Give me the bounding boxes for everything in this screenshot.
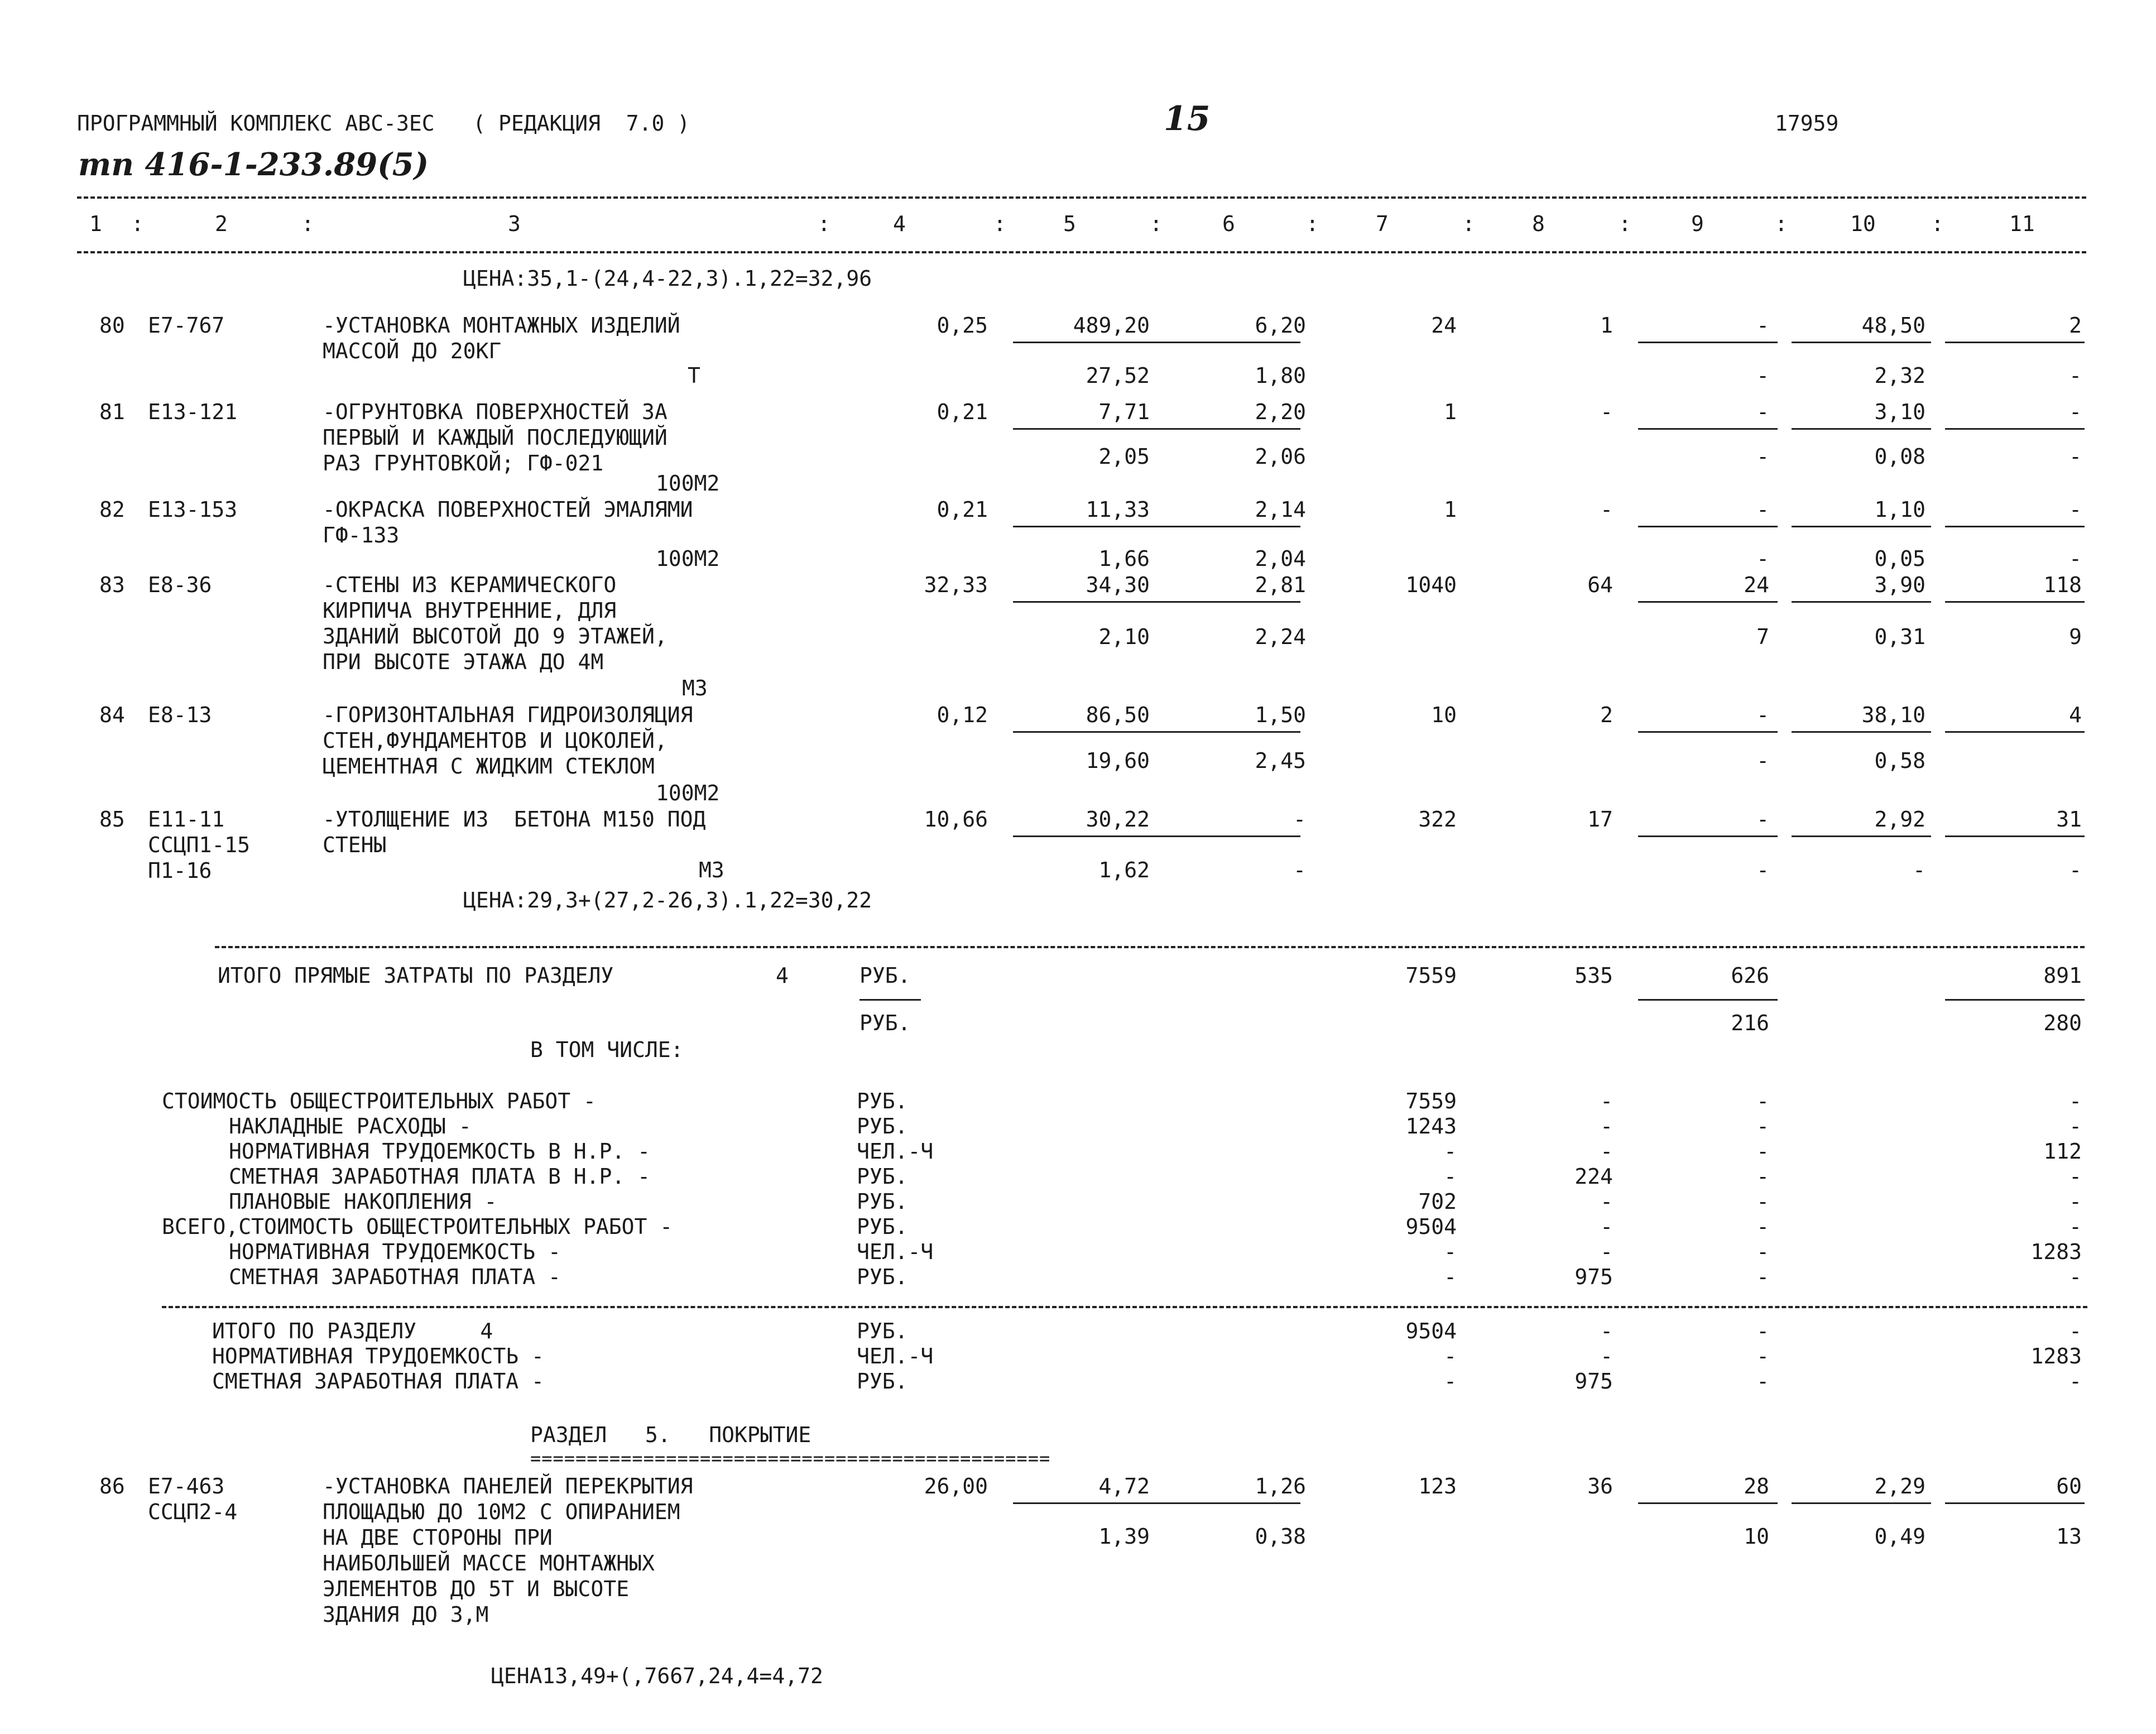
column-header-5: 5	[1063, 212, 1076, 236]
section5-underline: ==============================================	[530, 1448, 1051, 1469]
cell-rule	[1013, 428, 1158, 430]
item-sub-c9: 7	[1756, 625, 1769, 649]
item-c7: 322	[1418, 807, 1457, 832]
item-c9: -	[1756, 497, 1769, 522]
section-total-c9: -	[1756, 1319, 1769, 1343]
item-sub-c6: 2,06	[1255, 444, 1306, 469]
item-sub-c6: 2,24	[1255, 625, 1306, 649]
item-c6: 2,14	[1255, 497, 1306, 522]
section-total-c8: -	[1600, 1319, 1613, 1343]
column-separator: :	[818, 212, 830, 236]
item-c5: 7,71	[1098, 400, 1150, 424]
cell-rule	[1155, 835, 1300, 837]
summary-label: СТОИМОСТЬ ОБЩЕСТРОИТЕЛЬНЫХ РАБОТ -	[162, 1089, 596, 1113]
summary-c11: -	[2069, 1214, 2082, 1239]
section-total-c7: -	[1444, 1369, 1457, 1394]
item-c11: 60	[2056, 1474, 2082, 1498]
summary-c9: -	[1756, 1240, 1769, 1264]
summary-c7: -	[1444, 1240, 1457, 1264]
summary-label: ВСЕГО,СТОИМОСТЬ ОБЩЕСТРОИТЕЛЬНЫХ РАБОТ -	[162, 1214, 673, 1239]
item-description-line: -ОГРУНТОВКА ПОВЕРХНОСТЕЙ ЗА	[323, 400, 668, 424]
item-sub-c11: -	[2069, 546, 2082, 571]
summary-label: НОРМАТИВНАЯ ТРУДОЕМКОСТЬ В Н.Р. -	[229, 1139, 650, 1164]
item-description-line: НА ДВЕ СТОРОНЫ ПРИ	[323, 1525, 553, 1550]
item-sub-c9: -	[1756, 858, 1769, 882]
summary-label: СМЕТНАЯ ЗАРАБОТНАЯ ПЛАТА -	[229, 1265, 561, 1289]
item-c7: 24	[1431, 313, 1457, 338]
column-header-8: 8	[1532, 212, 1545, 236]
summary-unit: ЧЕЛ.-Ч	[857, 1240, 934, 1264]
itogo-top-rule	[215, 946, 2085, 948]
item-unit: 100М2	[656, 546, 720, 571]
cell-rule	[1792, 526, 1931, 527]
item-qty: 0,25	[937, 313, 988, 338]
itogo-c9: 626	[1731, 963, 1769, 988]
item-number: 84	[99, 703, 125, 727]
item-sub-c5: 1,62	[1098, 858, 1150, 882]
item-c8: 36	[1587, 1474, 1613, 1498]
column-separator: :	[1462, 212, 1475, 236]
summary-c7: 702	[1418, 1189, 1457, 1214]
itogo-unit: РУБ.	[859, 963, 911, 988]
item-code: Е13-121	[148, 400, 238, 424]
item-sub-c10: 0,08	[1874, 444, 1925, 469]
header-bottom-rule	[77, 251, 2086, 253]
item-number: 86	[99, 1474, 125, 1498]
summary-c8: -	[1600, 1114, 1613, 1139]
program-title: ПРОГРАММНЫЙ КОМПЛЕКС АВС-ЗЕС ( РЕДАКЦИЯ 7.0 )	[77, 111, 690, 136]
column-header-6: 6	[1222, 212, 1235, 236]
item-c11: 118	[2043, 573, 2082, 597]
item-description-line: -УСТАНОВКА ПАНЕЛЕЙ ПЕРЕКРЫТИЯ	[323, 1474, 693, 1498]
item-code: Е7-463	[148, 1474, 225, 1498]
summary-c11: 1283	[2030, 1240, 2082, 1264]
item-unit: Т	[688, 363, 700, 388]
item-sub-c6: 2,04	[1255, 546, 1306, 571]
summary-c11: -	[2069, 1089, 2082, 1113]
item-description-line: ПЛОЩАДЬЮ ДО 10М2 С ОПИРАНИЕМ	[323, 1500, 680, 1524]
summary-c11: -	[2069, 1114, 2082, 1139]
itogo-c7: 7559	[1405, 963, 1457, 988]
price-note-item86: ЦЕНА13,49+(,7667,24,4=4,72	[491, 1664, 823, 1688]
item-sub-c11: 9	[2069, 625, 2082, 649]
item-c10: 3,10	[1874, 400, 1925, 424]
project-reference: тп 416-1-233.89(5)	[78, 146, 429, 183]
cell-rule	[1945, 526, 2085, 527]
cell-rule	[1013, 731, 1158, 733]
item-description-line: МАССОЙ ДО 20КГ	[323, 339, 502, 363]
item-sub-c6: 2,45	[1255, 748, 1306, 773]
summary-c7: -	[1444, 1265, 1457, 1289]
cell-rule	[1155, 526, 1300, 527]
summary-c9: -	[1756, 1089, 1769, 1113]
item-code: Е8-13	[148, 703, 212, 727]
section-total-c8: -	[1600, 1344, 1613, 1368]
item-description-line: СТЕНЫ	[323, 833, 387, 857]
item-c5: 11,33	[1086, 497, 1150, 522]
summary-c9: -	[1756, 1214, 1769, 1239]
item-sub-c6: 0,38	[1255, 1524, 1306, 1549]
summary-c9: -	[1756, 1114, 1769, 1139]
item-c8: 2	[1600, 703, 1613, 727]
item-c6: 1,50	[1255, 703, 1306, 727]
cell-rule	[1013, 1502, 1158, 1504]
item-unit: 100М2	[656, 471, 720, 496]
section-total-c11: -	[2069, 1369, 2082, 1394]
summary-c11: -	[2069, 1265, 2082, 1289]
cell-rule	[1792, 428, 1931, 430]
item-number: 85	[99, 807, 125, 832]
item-c6: -	[1293, 807, 1306, 832]
item-c9: 24	[1744, 573, 1769, 597]
cell-rule	[1013, 342, 1158, 343]
cell-rule	[1792, 601, 1931, 603]
item-code: Е13-153	[148, 497, 238, 522]
summary-c7: -	[1444, 1164, 1457, 1189]
item-c10: 3,90	[1874, 573, 1925, 597]
item-qty: 0,21	[937, 497, 988, 522]
section-total-c7: 9504	[1405, 1319, 1457, 1343]
item-code: ССЦП1-15	[148, 833, 251, 857]
price-note-top: ЦЕНА:35,1-(24,4-22,3).1,22=32,96	[463, 266, 872, 291]
summary-unit: РУБ.	[857, 1089, 908, 1113]
item-description-line: -ОКРАСКА ПОВЕРХНОСТЕЙ ЭМАЛЯМИ	[323, 497, 693, 522]
cell-rule	[1945, 1502, 2085, 1504]
section-total-c8: 975	[1574, 1369, 1613, 1394]
item-code: Е7-767	[148, 313, 225, 338]
item-c5: 34,30	[1086, 573, 1150, 597]
item-unit: М3	[699, 858, 724, 882]
cell-rule	[1945, 428, 2085, 430]
item-c11: 2	[2069, 313, 2082, 338]
item-c5: 30,22	[1086, 807, 1150, 832]
price-note-bottom: ЦЕНА:29,3+(27,2-26,3).1,22=30,22	[463, 888, 872, 912]
summary-c8: 975	[1574, 1265, 1613, 1289]
cell-rule	[1155, 731, 1300, 733]
cell-rule	[1013, 526, 1158, 527]
itogo-c9-rule	[1638, 999, 1778, 1001]
cell-rule	[1155, 1502, 1300, 1504]
item-c10: 2,92	[1874, 807, 1925, 832]
summary-c9: -	[1756, 1164, 1769, 1189]
column-separator: :	[1150, 212, 1163, 236]
item-qty: 0,12	[937, 703, 988, 727]
item-unit: 100М2	[656, 781, 720, 805]
section-total-c7: -	[1444, 1344, 1457, 1368]
item-qty: 0,21	[937, 400, 988, 424]
itogo-c11b: 280	[2043, 1011, 2082, 1035]
itogo-unit2: РУБ.	[859, 1011, 911, 1035]
cell-rule	[1945, 835, 2085, 837]
item-c7: 123	[1418, 1474, 1457, 1498]
cell-rule	[1945, 342, 2085, 343]
section-total-c9: -	[1756, 1344, 1769, 1368]
column-header-10: 10	[1850, 212, 1876, 236]
column-header-7: 7	[1376, 212, 1389, 236]
column-header-1: 1	[89, 212, 102, 236]
item-sub-c6: 1,80	[1255, 363, 1306, 388]
item-c7: 10	[1431, 703, 1457, 727]
cell-rule	[1155, 342, 1300, 343]
column-separator: :	[1306, 212, 1319, 236]
section-total-unit: ЧЕЛ.-Ч	[857, 1344, 934, 1368]
item-c6: 6,20	[1255, 313, 1306, 338]
page-number: 15	[1164, 99, 1211, 138]
item-c10: 48,50	[1861, 313, 1925, 338]
itogo-c9b: 216	[1731, 1011, 1769, 1035]
section-total-unit: РУБ.	[857, 1319, 908, 1343]
item-description-line: -УСТАНОВКА МОНТАЖНЫХ ИЗДЕЛИЙ	[323, 313, 680, 338]
summary-label: СМЕТНАЯ ЗАРАБОТНАЯ ПЛАТА В Н.Р. -	[229, 1164, 650, 1189]
item-c8: 1	[1600, 313, 1613, 338]
column-separator: :	[1775, 212, 1788, 236]
item-sub-c10: -	[1913, 858, 1925, 882]
item-sub-c9: -	[1756, 363, 1769, 388]
summary-unit: РУБ.	[857, 1114, 908, 1139]
section-total-label: СМЕТНАЯ ЗАРАБОТНАЯ ПЛАТА -	[212, 1369, 544, 1394]
cell-rule	[1638, 428, 1778, 430]
item-c9: 28	[1744, 1474, 1769, 1498]
item-sub-c9: -	[1756, 748, 1769, 773]
item-number: 81	[99, 400, 125, 424]
cell-rule	[1792, 342, 1931, 343]
summary-c9: -	[1756, 1189, 1769, 1214]
item-description-line: НАИБОЛЬШЕЙ МАССЕ МОНТАЖНЫХ	[323, 1551, 655, 1576]
item-description-line: ПРИ ВЫСОТЕ ЭТАЖА ДО 4М	[323, 650, 604, 674]
item-code: П1-16	[148, 858, 212, 883]
itogo-section: 4	[776, 963, 789, 988]
item-sub-c10: 0,58	[1874, 748, 1925, 773]
item-c8: -	[1600, 400, 1613, 424]
item-description-line: ЦЕМЕНТНАЯ С ЖИДКИМ СТЕКЛОМ	[323, 754, 655, 779]
item-sub-c5: 2,10	[1098, 625, 1150, 649]
summary-c8: 224	[1574, 1164, 1613, 1189]
section-total-c11: 1283	[2030, 1344, 2082, 1368]
cell-rule	[1013, 835, 1158, 837]
cell-rule	[1792, 835, 1931, 837]
header-top-rule	[77, 196, 2086, 199]
summary-c11: 112	[2043, 1139, 2082, 1164]
cell-rule	[1945, 601, 2085, 603]
item-c7: 1	[1444, 497, 1457, 522]
item-c8: 64	[1587, 573, 1613, 597]
summary-c7: 1243	[1405, 1114, 1457, 1139]
item-code: ССЦП2-4	[148, 1500, 238, 1524]
cell-rule	[1638, 835, 1778, 837]
item-sub-c11: -	[2069, 363, 2082, 388]
item-c9: -	[1756, 807, 1769, 832]
item-qty: 26,00	[924, 1474, 988, 1498]
item-description-line: ЗДАНИЯ ДО 3,М	[323, 1602, 489, 1627]
column-separator: :	[1619, 212, 1631, 236]
summary-c8: -	[1600, 1089, 1613, 1113]
item-c11: -	[2069, 400, 2082, 424]
item-c10: 38,10	[1861, 703, 1925, 727]
cell-rule	[1638, 1502, 1778, 1504]
summary-unit: РУБ.	[857, 1164, 908, 1189]
item-sub-c5: 27,52	[1086, 363, 1150, 388]
item-sub-c10: 2,32	[1874, 363, 1925, 388]
cell-rule	[1013, 601, 1158, 603]
summary-c7: -	[1444, 1139, 1457, 1164]
item-c6: 1,26	[1255, 1474, 1306, 1498]
item-c5: 489,20	[1073, 313, 1150, 338]
item-c7: 1	[1444, 400, 1457, 424]
summary-c11: -	[2069, 1164, 2082, 1189]
item-c5: 86,50	[1086, 703, 1150, 727]
item-sub-c5: 2,05	[1098, 444, 1150, 469]
summary-c7: 7559	[1405, 1089, 1457, 1113]
item-c6: 2,81	[1255, 573, 1306, 597]
item-c9: -	[1756, 703, 1769, 727]
section5-title: РАЗДЕЛ 5. ПОКРЫТИЕ	[530, 1423, 811, 1447]
summary-c8: -	[1600, 1139, 1613, 1164]
column-header-3: 3	[508, 212, 521, 236]
summary-c7: 9504	[1405, 1214, 1457, 1239]
item-c10: 1,10	[1874, 497, 1925, 522]
item-c11: -	[2069, 497, 2082, 522]
item-sub-c6: -	[1293, 858, 1306, 882]
column-separator: :	[1931, 212, 1944, 236]
summary-c8: -	[1600, 1240, 1613, 1264]
item-description-line: КИРПИЧА ВНУТРЕННИЕ, ДЛЯ	[323, 598, 617, 623]
item-description-line: ЭЛЕМЕНТОВ ДО 5Т И ВЫСОТЕ	[323, 1577, 630, 1601]
item-c7: 1040	[1405, 573, 1457, 597]
cell-rule	[1638, 526, 1778, 527]
item-qty: 32,33	[924, 573, 988, 597]
cell-rule	[1638, 731, 1778, 733]
column-separator: :	[993, 212, 1006, 236]
item-c8: 17	[1587, 807, 1613, 832]
item-c8: -	[1600, 497, 1613, 522]
itogo-c11-rule	[1945, 999, 2085, 1001]
item-sub-c11: -	[2069, 444, 2082, 469]
summary-c8: -	[1600, 1189, 1613, 1214]
item-c11: 4	[2069, 703, 2082, 727]
cell-rule	[1792, 1502, 1931, 1504]
section-total-c9: -	[1756, 1369, 1769, 1394]
item-sub-c5: 1,39	[1098, 1524, 1150, 1549]
section-total-c11: -	[2069, 1319, 2082, 1343]
item-sub-c5: 19,60	[1086, 748, 1150, 773]
cell-rule	[1155, 601, 1300, 603]
summary-c9: -	[1756, 1265, 1769, 1289]
item-description-line: ЗДАНИЙ ВЫСОТОЙ ДО 9 ЭТАЖЕЙ,	[323, 624, 668, 649]
item-description-line: -УТОЛЩЕНИЕ ИЗ БЕТОНА М150 ПОД	[323, 807, 706, 832]
item-c9: -	[1756, 313, 1769, 338]
item-sub-c5: 1,66	[1098, 546, 1150, 571]
item-sub-c9: 10	[1744, 1524, 1769, 1549]
section-total-label: НОРМАТИВНАЯ ТРУДОЕМКОСТЬ -	[212, 1344, 544, 1368]
item-description-line: -ГОРИЗОНТАЛЬНАЯ ГИДРОИЗОЛЯЦИЯ	[323, 703, 693, 727]
item-description-line: ГФ-133	[323, 523, 400, 547]
summary-unit: РУБ.	[857, 1265, 908, 1289]
item-description-line: РАЗ ГРУНТОВКОЙ; ГФ-021	[323, 451, 604, 475]
item-number: 82	[99, 497, 125, 522]
item-c10: 2,29	[1874, 1474, 1925, 1498]
item-qty: 10,66	[924, 807, 988, 832]
item-sub-c9: -	[1756, 444, 1769, 469]
item-c5: 4,72	[1098, 1474, 1150, 1498]
summary-bottom-rule	[162, 1306, 2087, 1308]
summary-c9: -	[1756, 1139, 1769, 1164]
item-sub-c10: 0,05	[1874, 546, 1925, 571]
column-separator: :	[131, 212, 144, 236]
item-code: Е8-36	[148, 573, 212, 597]
column-header-4: 4	[893, 212, 906, 236]
summary-unit: РУБ.	[857, 1214, 908, 1239]
item-sub-c11: 13	[2056, 1524, 2082, 1549]
cell-rule	[1792, 731, 1931, 733]
item-description-line: -СТЕНЫ ИЗ КЕРАМИЧЕСКОГО	[323, 573, 617, 597]
document-code: 17959	[1775, 111, 1839, 136]
itogo-unit-underline	[859, 999, 921, 1001]
item-sub-c10: 0,49	[1874, 1524, 1925, 1549]
item-unit: М3	[682, 676, 708, 700]
summary-unit: ЧЕЛ.-Ч	[857, 1139, 934, 1164]
item-description-line: ПЕРВЫЙ И КАЖДЫЙ ПОСЛЕДУЮЩИЙ	[323, 425, 668, 450]
column-header-2: 2	[215, 212, 228, 236]
item-c6: 2,20	[1255, 400, 1306, 424]
summary-c11: -	[2069, 1189, 2082, 1214]
section-total-unit: РУБ.	[857, 1369, 908, 1394]
summary-label: НОРМАТИВНАЯ ТРУДОЕМКОСТЬ -	[229, 1240, 561, 1264]
item-c11: 31	[2056, 807, 2082, 832]
item-number: 80	[99, 313, 125, 338]
including-label: В ТОМ ЧИСЛЕ:	[530, 1037, 684, 1062]
item-c9: -	[1756, 400, 1769, 424]
column-header-9: 9	[1691, 212, 1704, 236]
cell-rule	[1638, 342, 1778, 343]
cell-rule	[1945, 731, 2085, 733]
column-header-11: 11	[2009, 212, 2035, 236]
itogo-label: ИТОГО ПРЯМЫЕ ЗАТРАТЫ ПО РАЗДЕЛУ	[218, 963, 614, 988]
item-sub-c9: -	[1756, 546, 1769, 571]
item-number: 83	[99, 573, 125, 597]
summary-c8: -	[1600, 1214, 1613, 1239]
cell-rule	[1155, 428, 1300, 430]
item-sub-c11: -	[2069, 858, 2082, 882]
item-description-line: СТЕН,ФУНДАМЕНТОВ И ЦОКОЛЕЙ,	[323, 728, 668, 753]
itogo-c11: 891	[2043, 963, 2082, 988]
column-separator: :	[301, 212, 314, 236]
itogo-c8: 535	[1574, 963, 1613, 988]
item-code: Е11-11	[148, 807, 225, 832]
section-total-label: ИТОГО ПО РАЗДЕЛУ 4	[212, 1319, 493, 1343]
summary-label: ПЛАНОВЫЕ НАКОПЛЕНИЯ -	[229, 1189, 497, 1214]
item-sub-c10: 0,31	[1874, 625, 1925, 649]
cell-rule	[1638, 601, 1778, 603]
summary-label: НАКЛАДНЫЕ РАСХОДЫ -	[229, 1114, 472, 1139]
summary-unit: РУБ.	[857, 1189, 908, 1214]
